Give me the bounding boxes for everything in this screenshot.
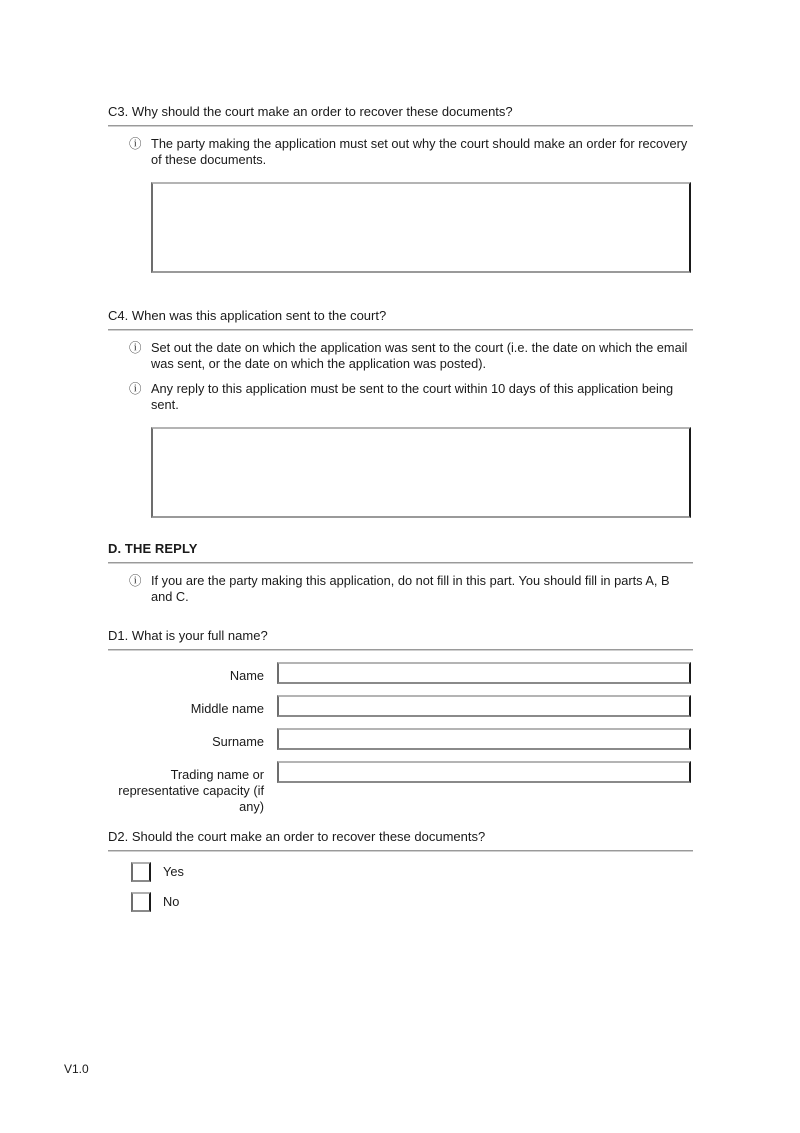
field-label: Trading name or representative capacity (if any) [118, 767, 264, 814]
checkbox-label-no: No [163, 894, 180, 909]
document-content [108, 104, 693, 912]
heading-rule-d2 [108, 850, 693, 852]
section-d1 [108, 628, 693, 815]
field-label: Middle name [190, 701, 264, 716]
question-heading-d1: D1. What is your full name? [108, 628, 268, 643]
form-field-name [108, 662, 693, 684]
section-d2 [108, 829, 693, 912]
heading-rule-c4 [108, 329, 693, 331]
section-c4 [108, 308, 693, 518]
guidance-note [129, 136, 693, 168]
heading-rule-d [108, 562, 693, 564]
checkbox-option-no[interactable] [131, 892, 693, 912]
section-heading-d: D. THE REPLY [108, 541, 198, 556]
guidance-note-text: Set out the date on which the application was sent to the court (i.e. the date on which the email was sent, or the date on which the application was posted). [151, 340, 688, 371]
surname-input[interactable] [277, 728, 691, 750]
checkbox-option-yes[interactable] [131, 862, 693, 882]
guidance-note [129, 573, 693, 605]
question-heading-d2: D2. Should the court make an order to recover these documents? [108, 829, 486, 844]
checkbox-no[interactable] [131, 892, 151, 912]
info-icon: ⓘ [129, 137, 142, 151]
name-input[interactable] [277, 662, 691, 684]
field-label: Name [229, 668, 264, 683]
info-icon: ⓘ [129, 574, 142, 588]
info-icon: ⓘ [129, 341, 142, 355]
guidance-note-text: The party making the application must set out why the court should make an order for recovery of these documents. [151, 136, 688, 167]
answer-textarea-c4[interactable] [151, 427, 691, 518]
trading-name-input[interactable] [277, 761, 691, 783]
footer-version: V1.0 [64, 1062, 89, 1076]
question-heading-c3: C3. Why should the court make an order to recover these documents? [108, 104, 513, 119]
section-d [108, 541, 693, 605]
form-field-middle-name [108, 695, 693, 717]
field-label: Surname [212, 734, 264, 749]
guidance-note [129, 381, 693, 413]
guidance-note-text: If you are the party making this application, do not fill in this part. You should fill in parts A, B and C. [151, 573, 670, 604]
info-icon: ⓘ [129, 382, 142, 396]
heading-rule-d1 [108, 649, 693, 651]
answer-textarea-c3[interactable] [151, 182, 691, 273]
form-field-trading-name [108, 761, 693, 815]
guidance-note-text: Any reply to this application must be sent to the court within 10 days of this application being sent. [151, 381, 674, 412]
checkbox-yes[interactable] [131, 862, 151, 882]
guidance-note [129, 340, 693, 372]
section-c3 [108, 104, 693, 273]
middle-name-input[interactable] [277, 695, 691, 717]
checkbox-label-yes: Yes [163, 864, 184, 879]
question-heading-c4: C4. When was this application sent to the court? [108, 308, 387, 323]
form-field-surname [108, 728, 693, 750]
heading-rule-c3 [108, 125, 693, 127]
